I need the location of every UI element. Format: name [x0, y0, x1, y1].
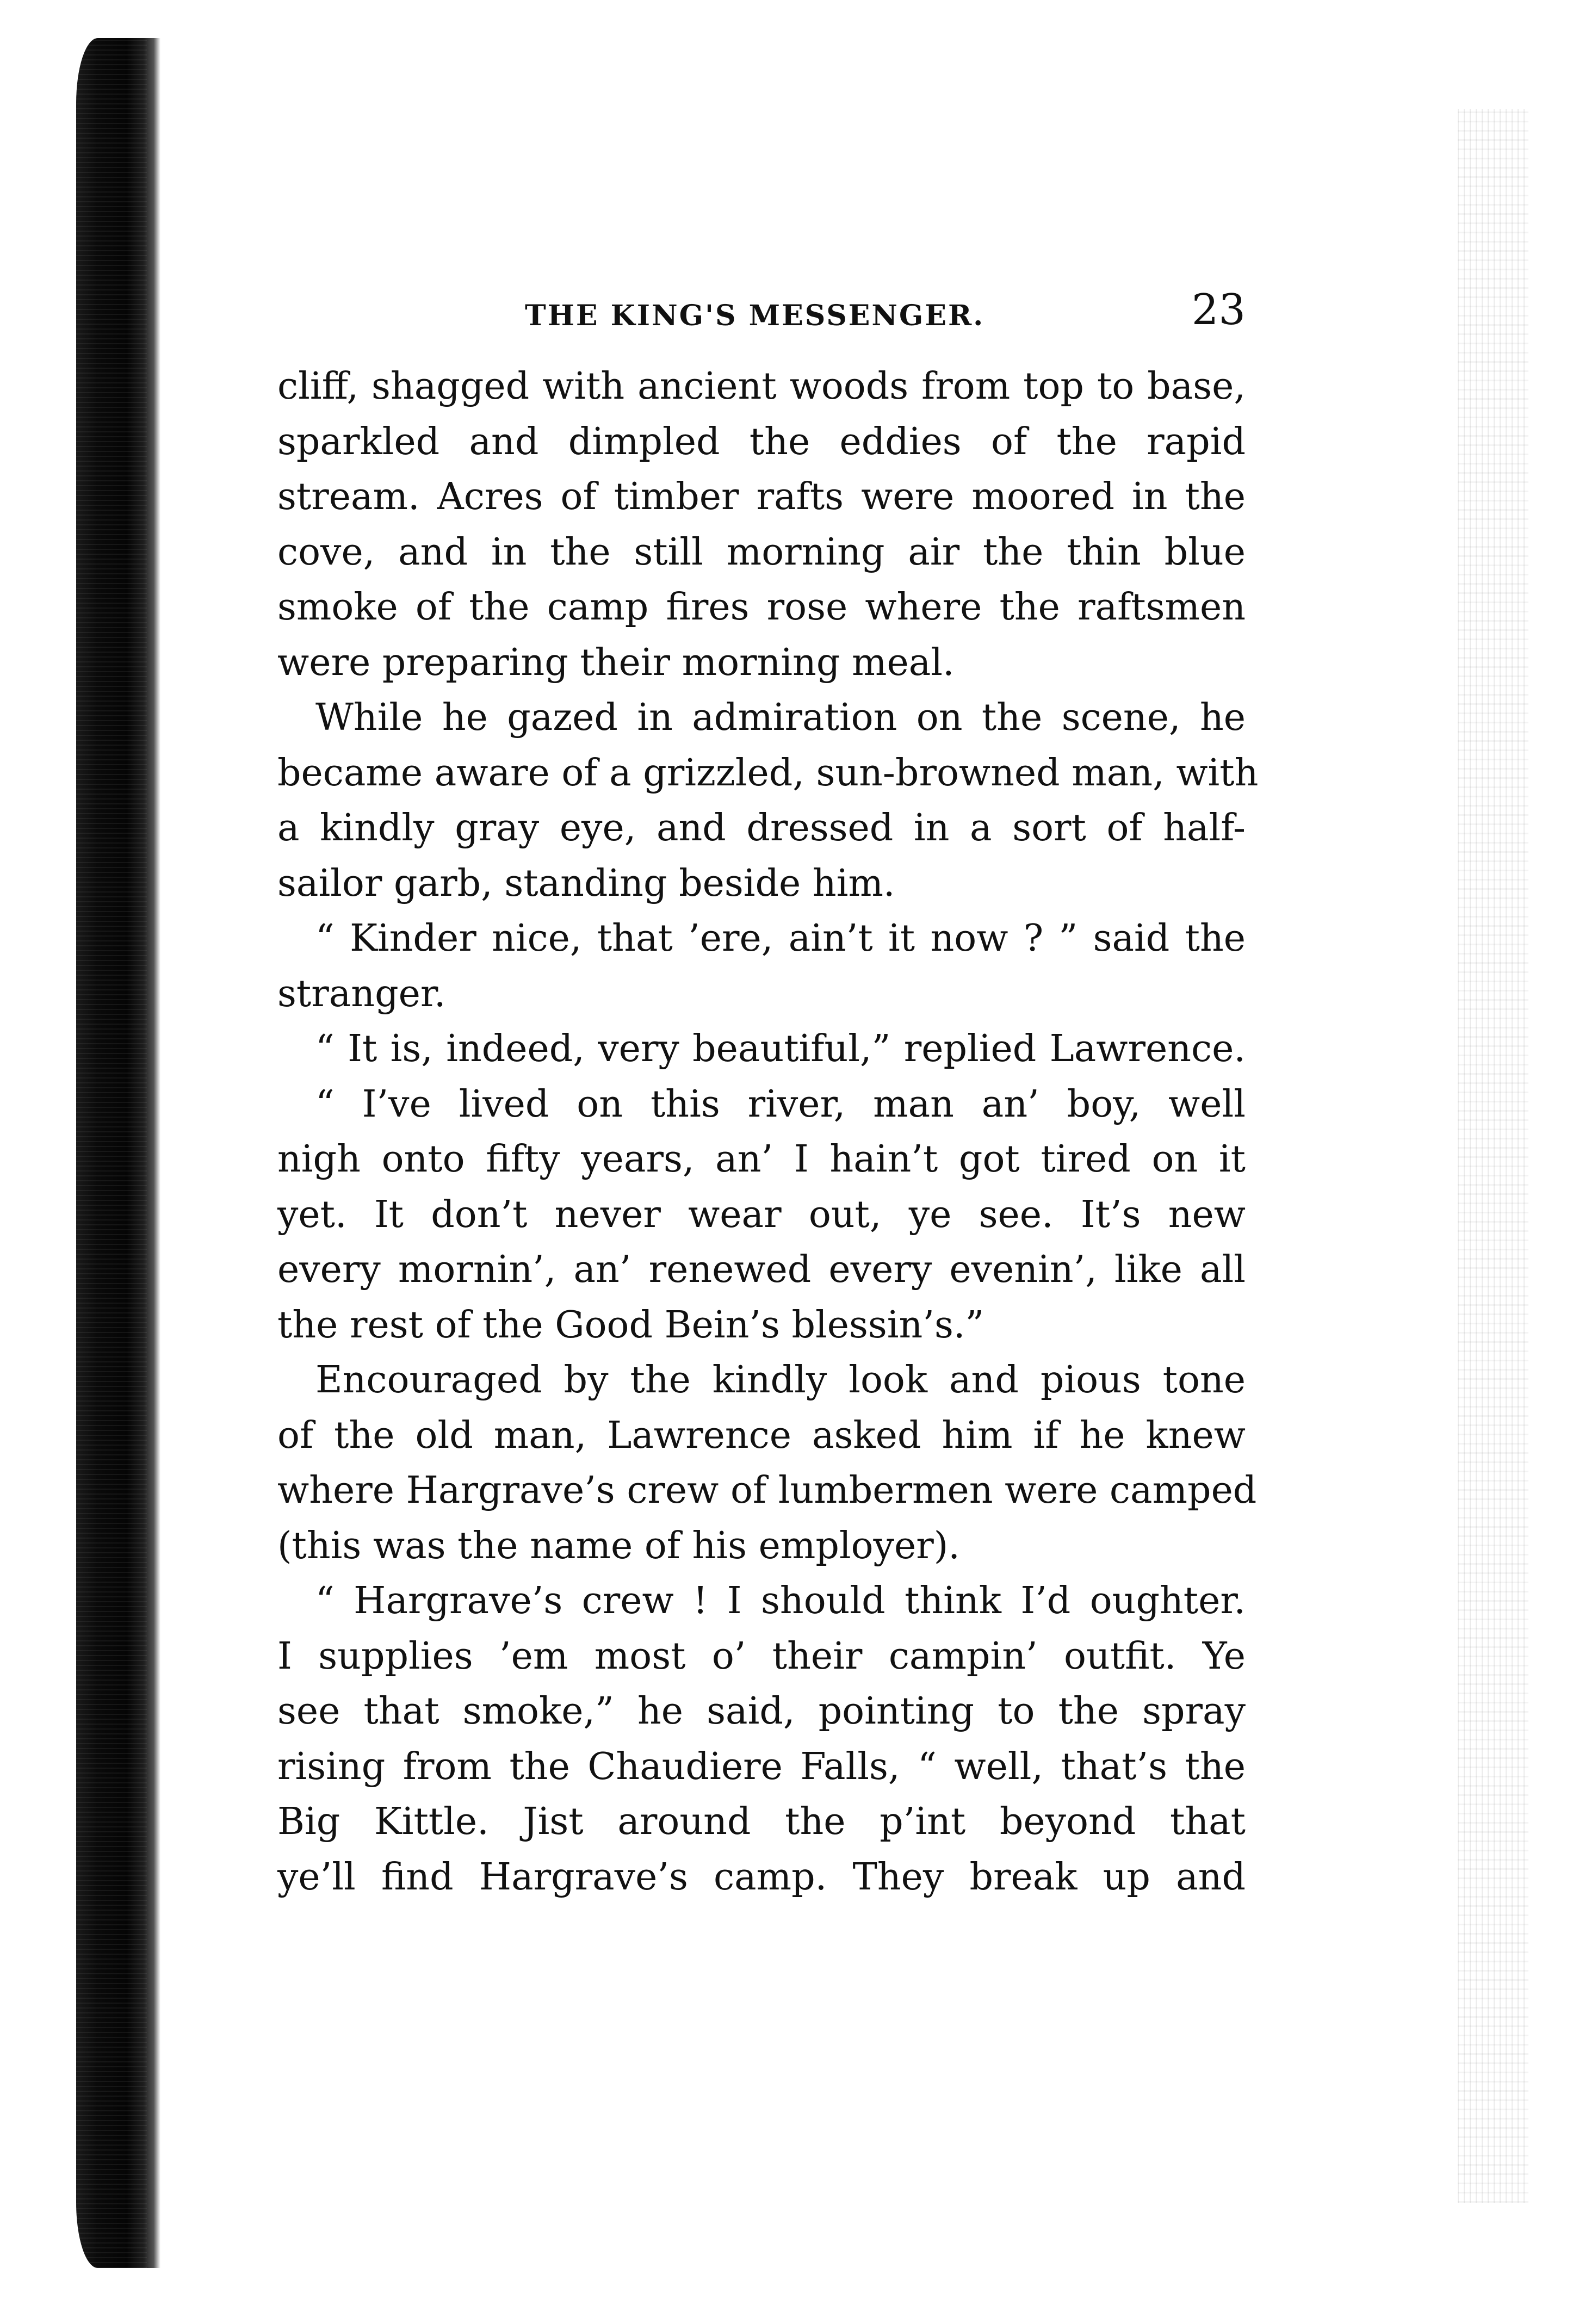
- text-line: cliff, shagged with ancient woods from top to base,: [277, 365, 1246, 408]
- paragraph: [277, 1353, 1257, 1573]
- paragraph: [277, 359, 1246, 690]
- text-line: see that smoke,” he said, pointing to the spray: [277, 1690, 1246, 1733]
- text-line: nigh onto fifty years, an’ I hain’t got tired on it: [277, 1138, 1246, 1181]
- right-margin-speckle: [1458, 109, 1528, 2203]
- binding-texture: [76, 38, 147, 2268]
- text-line: stream. Acres of timber rafts were moored in the: [277, 475, 1246, 518]
- text-line: Big Kittle. Jist around the p’int beyond that: [277, 1800, 1246, 1843]
- text-line: became aware of a grizzled, sun-browned man, with: [277, 751, 1259, 795]
- text-line: cove, and in the still morning air the thin blue: [277, 530, 1246, 574]
- text-line: of the old man, Lawrence asked him if he knew: [277, 1414, 1246, 1457]
- text-line: where Hargrave’s crew of lumbermen were camped: [277, 1469, 1257, 1512]
- text-line: were preparing their morning meal.: [277, 641, 955, 684]
- text-line: stranger.: [277, 972, 446, 1015]
- page-number: 23: [1191, 286, 1246, 334]
- paragraph: [277, 1573, 1246, 1905]
- text-line: sparkled and dimpled the eddies of the rapid: [277, 420, 1246, 463]
- page-header: [277, 283, 1246, 343]
- text-line: While he gazed in admiration on the scene, he: [315, 696, 1246, 739]
- text-line: sailor garb, standing beside him.: [277, 862, 895, 905]
- text-line: “ It is, indeed, very beautiful,” replied Lawrence.: [315, 1027, 1246, 1070]
- text-line: rising from the Chaudiere Falls, “ well, that’s the: [277, 1745, 1246, 1788]
- text-line: (this was the name of his employer).: [277, 1524, 960, 1567]
- text-line: yet. It don’t never wear out, ye see. It’s new: [277, 1193, 1246, 1236]
- text-line: smoke of the camp fires rose where the raftsmen: [277, 586, 1246, 629]
- text-line: every mornin’, an’ renewed every evenin’, like all: [277, 1248, 1246, 1291]
- running-head: THE KING'S MESSENGER.: [525, 299, 985, 332]
- paragraph: [277, 1021, 1246, 1077]
- text-line: “ Kinder nice, that ’ere, ain’t it now ? ” said the: [315, 917, 1246, 960]
- text-line: the rest of the Good Bein’s blessin’s.”: [277, 1303, 984, 1347]
- paragraph: [277, 690, 1259, 911]
- text-line: I supplies ’em most o’ their campin’ outfit. Ye: [277, 1634, 1246, 1678]
- text-line: “ I’ve lived on this river, man an’ boy, well: [315, 1082, 1246, 1126]
- text-line: Encouraged by the kindly look and pious tone: [315, 1359, 1246, 1402]
- text-line: a kindly gray eye, and dressed in a sort of half-: [277, 807, 1246, 850]
- body-text: [277, 359, 1259, 1905]
- paragraph: [277, 911, 1246, 1021]
- text-line: ye’ll find Hargrave’s camp. They break up and: [277, 1855, 1246, 1899]
- text-line: “ Hargrave’s crew ! I should think I’d oughter.: [315, 1579, 1246, 1622]
- paragraph: [277, 1077, 1246, 1353]
